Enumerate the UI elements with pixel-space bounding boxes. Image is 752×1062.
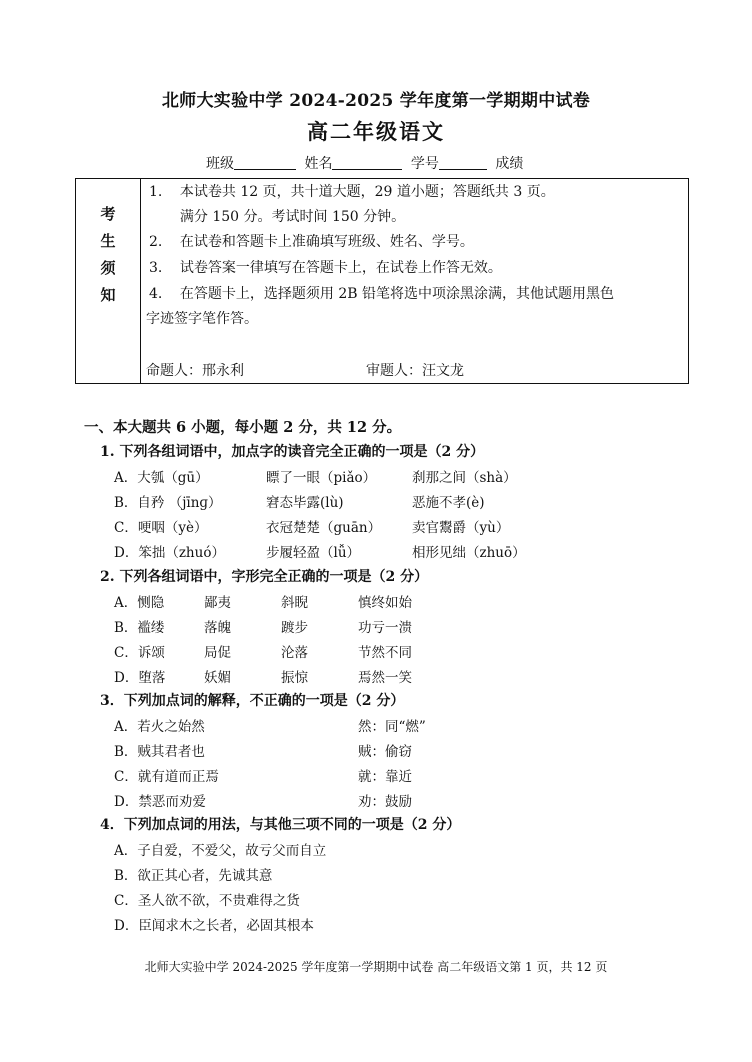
- notice-label-cell: [76, 179, 141, 383]
- question-3-stem: 3．下列加点词的解释，不正确的一项是（2 分）: [100, 693, 405, 709]
- exam-notice-box: [75, 178, 689, 384]
- question-1-stem: 1. 下列各组词语中，加点字的读音完全正确的一项是（2 分）: [100, 444, 485, 460]
- section-heading: 一、本大题共 6 小题，每小题 2 分，共 12 分。: [84, 419, 402, 436]
- question-2-stem: 2. 下列各组词语中，字形完全正确的一项是（2 分）: [100, 569, 429, 585]
- notice-item: 2. 在试卷和答题卡上准确填写班级、姓名、学号。: [149, 234, 474, 250]
- page-footer: 北师大实验中学 2024-2025 学年度第一学期期中试卷 高二年级语文第 1 页，共 12 页: [144, 960, 608, 974]
- exam-page: 北师大实验中学 2024-2025 学年度第一学期期中试卷 高二年级语文 班级 姓名 学号 成绩 考 生 须 知 1. 本试卷共 12 页，共十道大题，29 道小题；答题纸共 3 页。 满分 150 分。考试时间 150 分钟。 2. 在试卷和答题卡上准确填写班级、姓名、学号。 3. 试卷答案一律填写在答题卡上，在试卷上作答无效。 4. 在答题卡上，选择题须用 2B 铅笔将选中项涂黑涂满，其他试题用黑色 字迹签字笔作答。 命题人：邢永利 审题人：汪文龙 一、本大题共 6 小题，每小题 2 分，共 12 分。 1. 下列各组词语中，加点字的读音完全正确的一项是（2 分） A．大瓠（gū） 瞟了一眼（piǎo） 刹那之间（shà） B．自矜 （jīnɡ） 窘态毕露(lù) 恶施不孝(è) C．哽咽（yè） 衣冠楚楚（guān） 卖官鬻爵（yù） D．笨拙（zhuó） 步履轻盈（lǚ） 相形见绌（zhuō） 2. 下列各组词语中，字形完全正确的一项是（2 分） A．恻隐 鄙夷 斜睨 慎终如始 B．褴缕 落魄 踱步 功亏一溃 C．诉颂 局促 沦落 节然不同 D．堕落 妖媚 振惊 焉然一笑 3．下列加点词的解释，不正确的一项是（2 分） A．若火之始然 然：同“燃” B．贼其君者也 贼：偷窃 C．就有道而正焉 就：靠近 D．禁恶而劝爱 劝：鼓励 4．下列加点词的用法，与其他三项不同的一项是（2 分） A．子自爱，不爱父，故亏父而自立 B．欲正其心者，先诚其意 C．圣人欲不欲，不贵难得之货 D．臣闻求木之长者，必固其根本 北师大实验中学 2024-2025 学年度第一学期期中试卷 高二年级语文第 1 页，共 12 页: [0, 0, 752, 1062]
- name-blank: [332, 156, 402, 170]
- notice-item: 4. 在答题卡上，选择题须用 2B 铅笔将选中项涂黑涂满，其他试题用黑色: [149, 286, 615, 302]
- exam-subtitle: 高二年级语文: [307, 119, 445, 144]
- notice-item: 字迹签字笔作答。: [146, 311, 258, 327]
- notice-item: 满分 150 分。考试时间 150 分钟。: [179, 209, 406, 225]
- name-label: 姓名: [304, 156, 333, 172]
- notice-label-char: 知: [100, 286, 116, 304]
- question-4-stem: 4．下列加点词的用法，与其他三项不同的一项是（2 分）: [100, 817, 461, 833]
- notice-label-char: 生: [100, 232, 116, 250]
- student-info-line: [206, 153, 523, 173]
- score-label: 成绩: [495, 156, 524, 172]
- notice-label-char: 考: [100, 205, 116, 223]
- class-blank: [234, 156, 296, 170]
- notice-label-char: 须: [100, 259, 116, 277]
- notice-author: 命题人：邢永利: [146, 363, 244, 379]
- notice-content: [140, 179, 688, 383]
- notice-item: 3. 试卷答案一律填写在答题卡上，在试卷上作答无效。: [149, 260, 502, 276]
- notice-label: [94, 201, 122, 309]
- exam-title: 北师大实验中学 2024-2025 学年度第一学期期中试卷: [161, 91, 591, 111]
- id-label: 学号: [410, 156, 439, 172]
- class-label: 班级: [206, 156, 234, 172]
- notice-item: 1. 本试卷共 12 页，共十道大题，29 道小题；答题纸共 3 页。: [149, 184, 555, 200]
- notice-reviewer: 审题人：汪文龙: [366, 363, 464, 379]
- id-blank: [439, 156, 487, 170]
